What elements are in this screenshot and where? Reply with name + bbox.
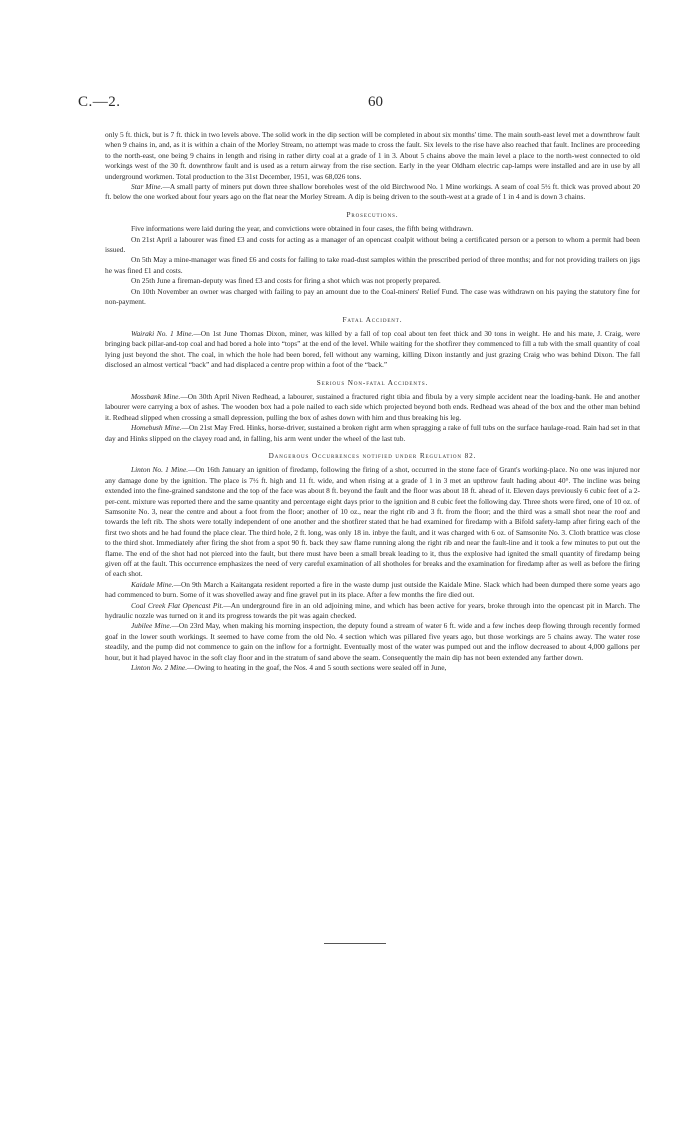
- mine-name: Linton No. 2 Mine.: [131, 663, 188, 673]
- dangerous-occurrence-paragraph: [105, 580, 640, 601]
- mine-name: Mossbank Mine.: [131, 391, 181, 401]
- dangerous-occurrences-heading: Dangerous Occurrences notified under Regulation 82.: [268, 451, 477, 460]
- dangerous-occurrence-paragraph: [105, 465, 640, 579]
- paragraph-text: —Owing to heating in the goaf, the Nos. 4 and 5 south sections were sealed off in June,: [187, 663, 447, 673]
- mine-name: Homebush Mine.: [131, 423, 182, 433]
- prosecutions-paragraph: On 25th June a fireman-deputy was fined £3 and costs for firing a shot which was not properly prepared.: [131, 276, 441, 286]
- paragraph-text: —A small party of miners put down three shallow boreholes west of the old Birchwood No. 1 Mine workings. A seam of coal 5½ ft. thick was proved about 20 ft. below the one worked about four years ago on the flat near the Morley Stream. A dip is being driven to the south-west at a grade of 1 in 4 and is down 3 chains.: [105, 182, 641, 202]
- mine-name: Jubilee Mine.: [131, 621, 172, 631]
- serious-accident-paragraph: [105, 392, 640, 423]
- mine-name: Star Mine.: [131, 182, 163, 192]
- paragraph-text: only 5 ft. thick, but is 7 ft. thick in two levels above. The solid work in the dip section will be completed in about six months' time. The main south-east level met a downthrow fault when 9 chains in, and, as it is within a chain of the Morley Stream, no attempt was made to cross the fault. Six levels to the rise have also reached that fault. Inclines are proceeding to the north-east, one being 9 chains in length and rising in rather dirty coal at a grade of 1 in 3. About 5 chains above the main level a place to the north-west connected to old workings west of the 30 ft. downthrow fault and is used as a return airway from the rise section. Early in the year Oldham electric cap-lamps were installed and are in use by all underground workmen. Total production to the 31st December, 1951, was 68,026 tons.: [105, 130, 640, 181]
- paragraph-text: —On 1st June Thomas Dixon, miner, was killed by a fall of top coal about ten feet thick and 30 tons in weight. He and his mate, J. Craig, were bringing back pillar-and-top coal and had bored a hole into “tops” at the end of the level. While waiting for the shotfirer they commenced to fill a tub with the small quantity of coal lying just beyond the shot. The coal, in which the hole had been bored, fell without any warning, killing Dixon instantly and just grazing Craig who was behind Dixon. The fall disclosed an almost vertical “back” and had displaced a centre prop within a foot of the “back.”: [105, 328, 641, 370]
- paragraph-text: —On 23rd May, when making his morning inspection, the deputy found a stream of water 6 ft. wide and a few inches deep flowing through recently formed goaf in the lower south workings. It seemed to have come from the old No. 4 section which was pillared five years ago, but those workings are 5 chains away. The water rose steadily, and the pump did not commence to gain on the inflow for a fortnight. Eventually most of the water was pumped out and the inflow decreased to about 4,000 gallons per hour, but it had played havoc in the soft clay floor and in the stratum of sand above the seam. Consequently the main dip has not been extended any farther down.: [105, 621, 640, 662]
- divider-rule: [324, 943, 386, 944]
- serious-accidents-heading: Serious Non-fatal Accidents.: [316, 378, 429, 387]
- page-number: 60: [368, 94, 383, 110]
- star-mine-paragraph: [105, 182, 640, 203]
- prosecutions-paragraph: On 10th November an owner was charged with failing to pay an amount due to the Coal-miners' Relief Fund. The case was withdrawn on his paying the statutory fine for non-payment.: [105, 286, 640, 307]
- prosecutions-heading: Prosecutions.: [346, 210, 399, 219]
- series-label: C.—2.: [78, 94, 121, 110]
- mine-name: Linton No. 1 Mine.: [131, 465, 189, 475]
- page-header: [78, 94, 623, 114]
- paragraph-text: —On 16th January an ignition of firedamp, following the firing of a shot, occurred in the stone face of Grant's working-place. No one was injured nor any damage done by the ignition. The place is 7½ ft. high and 11 ft. wide, and when rising at a grade of 1 in 3 met an upthrow fault hading about 40°. The incline was being extended into the fine-grained sandstone and the top of the face was about 8 ft. beyond the fault and the floor was about 18 ft. ahead of it. Eleven days previously 6 cubic feet of a 2-per-cent. mixture was reported there and the same quantity and percentage eight days prior to the ignition and 8 cubic feet the following day. Three shots were fired, one of 10 oz. of Samsonite No. 3, near the centre and about a foot from the floor; another of 10 oz., near the right rib and 3 ft. from the floor; and the third was a small shot near the roof and towards the left rib. The shots were totally independent of one another and the shotfirer stated that he had examined for firedamp with a Bifold safety-lamp after firing each of the first two shots and he had found the place clear. The third hole, 2 ft. long, was only 18 in. inbye the fault, and it was charged with 6 oz. of Samsonite No. 3. Cloth brattice was close to the third shot. Immediately after firing the shot from a spot 90 ft. back they saw flame running along the right rib and near the fault-line and it took a few minutes to put out the flame. The end of the shot had not pierced into the fault, but there must have been a small break leading to it, thus the explosive had ignited the small quantity of firedamp being given off at the fault. This occurrence emphasizes the need of very careful examination of all shotholes for breaks and the examination for firedamp after as well as before the firing of each shot.: [105, 465, 641, 579]
- prosecutions-paragraph: On 5th May a mine-manager was fined £6 and costs for failing to take road-dust samples within the prescribed period of three months; and for not providing trailers on jigs he was fined £1 and costs.: [105, 255, 640, 275]
- mine-name: Kaidale Mine.: [131, 579, 174, 589]
- dangerous-occurrence-paragraph: [105, 601, 640, 622]
- dangerous-occurrence-paragraph: [105, 663, 640, 673]
- paragraph-text: —On 21st May Fred. Hinks, horse-driver, sustained a broken right arm when spragging a rake of full tubs on the surface haulage-road. Rain had set in that day and Hinks slipped on the clayey road and, in falling, his arm went under the wheel of the last tub.: [105, 423, 640, 443]
- paragraph-text: —On 9th March a Kaitangata resident reported a fire in the waste dump just outside the Kaidale Mine. Slack which had been dumped there some years ago had commenced to burn. Some of it was shovelled away and fine gravel put in its place. After a few months the fire died out.: [105, 579, 640, 600]
- fatal-accident-paragraph: [105, 329, 640, 371]
- serious-accident-paragraph: [105, 423, 640, 444]
- paragraph-text: —On 30th April Niven Redhead, a labourer, sustained a fractured right tibia and fibula by a very simple accident near the loading-bank. He and another labourer were carrying a box of ashes. The wooden box had a pole nailed to each side which projected beyond both ends. Redhead was ahead of the box and the other man behind it. Redhead slipped when crossing a small depression, pulling the box of ashes down with him and thus breaking his leg.: [105, 391, 640, 422]
- prosecutions-paragraph: Five informations were laid during the year, and convictions were obtained in four cases, the fifth being withdrawn.: [131, 224, 474, 234]
- intro-paragraph: [105, 130, 640, 182]
- mine-name: Coal Creek Flat Opencast Pit.: [131, 600, 224, 610]
- prosecutions-paragraph: On 21st April a labourer was fined £3 and costs for acting as a manager of an opencast coalpit without being a certificated person or a person to whom a permit had been issued.: [105, 234, 640, 255]
- mine-name: Wairaki No. 1 Mine.: [131, 328, 194, 338]
- fatal-accident-heading: Fatal Accident.: [342, 315, 403, 324]
- dangerous-occurrence-paragraph: [105, 621, 640, 663]
- paragraph-text: —An underground fire in an old adjoining mine, and which has been active for years, broke through into the opencast pit in March. The hydraulic nozzle was turned on it and its progress towards the pit was again checked.: [105, 600, 641, 621]
- page-body: [105, 130, 640, 674]
